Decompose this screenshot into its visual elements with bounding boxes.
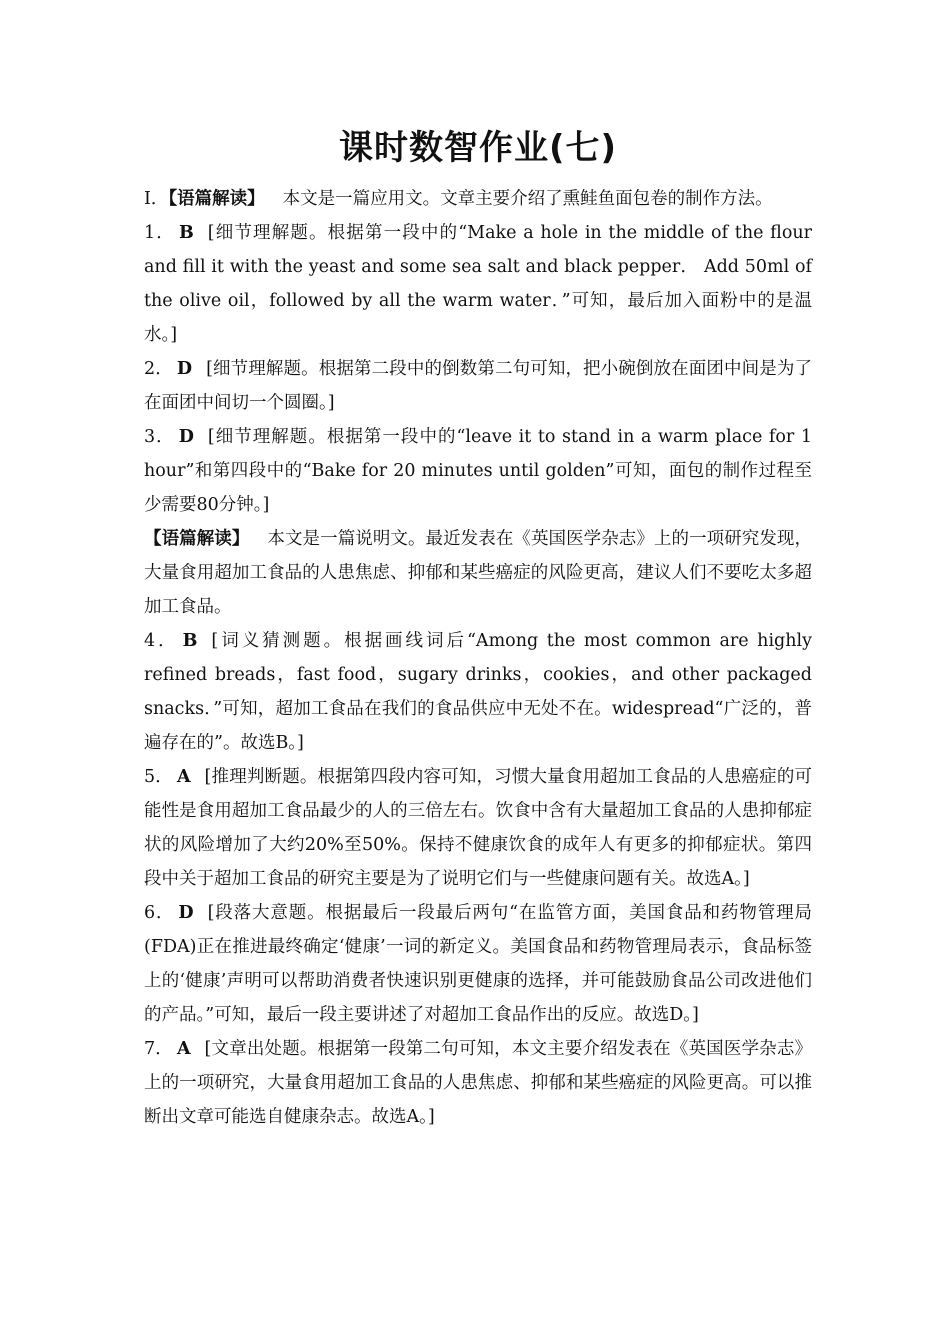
page-title: 课时数智作业(七) [338,128,618,168]
answer-item-3 [144,420,812,522]
section-marker: Ⅰ． [144,189,169,209]
answer-explanation: [细节理解题。根据第一段中的“Make a hole in the middle of the flour and fill it with the yeast and some sea salt and black pepper． Add 50ml of the olive oil，followed by all the warm water．”可知，最后加入面粉中的是温水。] [144,223,813,345]
answer-letter: B [178,223,194,243]
answer-explanation: [段落大意题。根据最后一段最后两句“在监管方面，美国食品和药物管理局(FDA)正在推进最终确定‘健康’一词的新定义。美国食品和药物管理局表示，食品标签上的‘健康’声明可以帮助消费者快速识别更健康的选择，并可能鼓励食品公司改进他们的产品。”可知，最后一段主要讲述了对超加工食品作出的反应。故选D。] [144,903,812,1025]
answer-explanation: [文章出处题。根据第一段第二句可知，本文主要介绍发表在《英国医学杂志》上的一项研究，大量食用超加工食品的人患焦虑、抑郁和某些癌症的风险更高。可以推断出文章可能选自健康杂志。故选A。] [144,1039,812,1127]
question-number: 2． [144,359,173,379]
answer-item-2 [144,352,812,420]
answer-explanation: [推理判断题。根据第四段内容可知，习惯大量食用超加工食品的人患癌症的可能性是食用超加工食品最少的人的三倍左右。饮食中含有大量超加工食品的人患抑郁症状的风险增加了大约20%至50%。保持不健康饮食的成年人有更多的抑郁症状。第四段中关于超加工食品的研究主要是为了说明它们与一些健康问题有关。故选A。] [144,767,812,889]
answer-letter: A [176,1039,191,1059]
answer-letter: B [182,631,198,651]
section-heading: 【语篇解读】 [168,189,265,209]
answer-explanation: [细节理解题。根据第二段中的倒数第二句可知，把小碗倒放在面团中间是为了在面团中间切一个圆圈。] [144,359,813,413]
question-number: 3． [144,427,175,447]
answer-item-5 [144,760,812,896]
question-number: 5． [144,767,173,787]
question-number: 7． [144,1039,173,1059]
answer-letter: A [176,767,191,787]
answer-item-7 [144,1032,812,1134]
section-text: 本文是一篇应用文。文章主要介绍了熏鲑鱼面包卷的制作方法。 [282,189,773,209]
answer-item-6 [144,896,812,1032]
answer-item-1 [144,216,812,352]
question-number: 1． [144,223,175,243]
question-number: 4． [144,631,179,651]
section-heading: 【语篇解读】 [144,529,250,549]
section-text: 本文是一篇说明文。最近发表在《英国医学杂志》上的一项研究发现，大量食用超加工食品的人患焦虑、抑郁和某些癌症的风险更高，建议人们不要吃太多超加工食品。 [144,529,813,617]
document-page [144,120,812,1134]
answer-explanation: [词义猜测题。根据画线词后“Among the most common are highly refined breads，fast food，sugary drinks，cookies，and other packaged snacks．”可知，超加工食品在我们的食品供应中无处不在。widespread“广泛的，普遍存在的”。故选B。] [144,631,812,753]
answer-letter: D [178,427,194,447]
reading-analysis-2 [144,522,812,624]
answer-explanation: [细节理解题。根据第一段中的“leave it to stand in a warm place for 1 hour”和第四段中的“Bake for 20 minutes until golden”可知，面包的制作过程至少需要80分钟。] [144,427,812,515]
answer-item-4 [144,624,812,760]
reading-analysis-1 [144,182,812,216]
answer-letter: D [178,903,194,923]
answer-letter: D [176,359,193,379]
question-number: 6． [144,903,175,923]
